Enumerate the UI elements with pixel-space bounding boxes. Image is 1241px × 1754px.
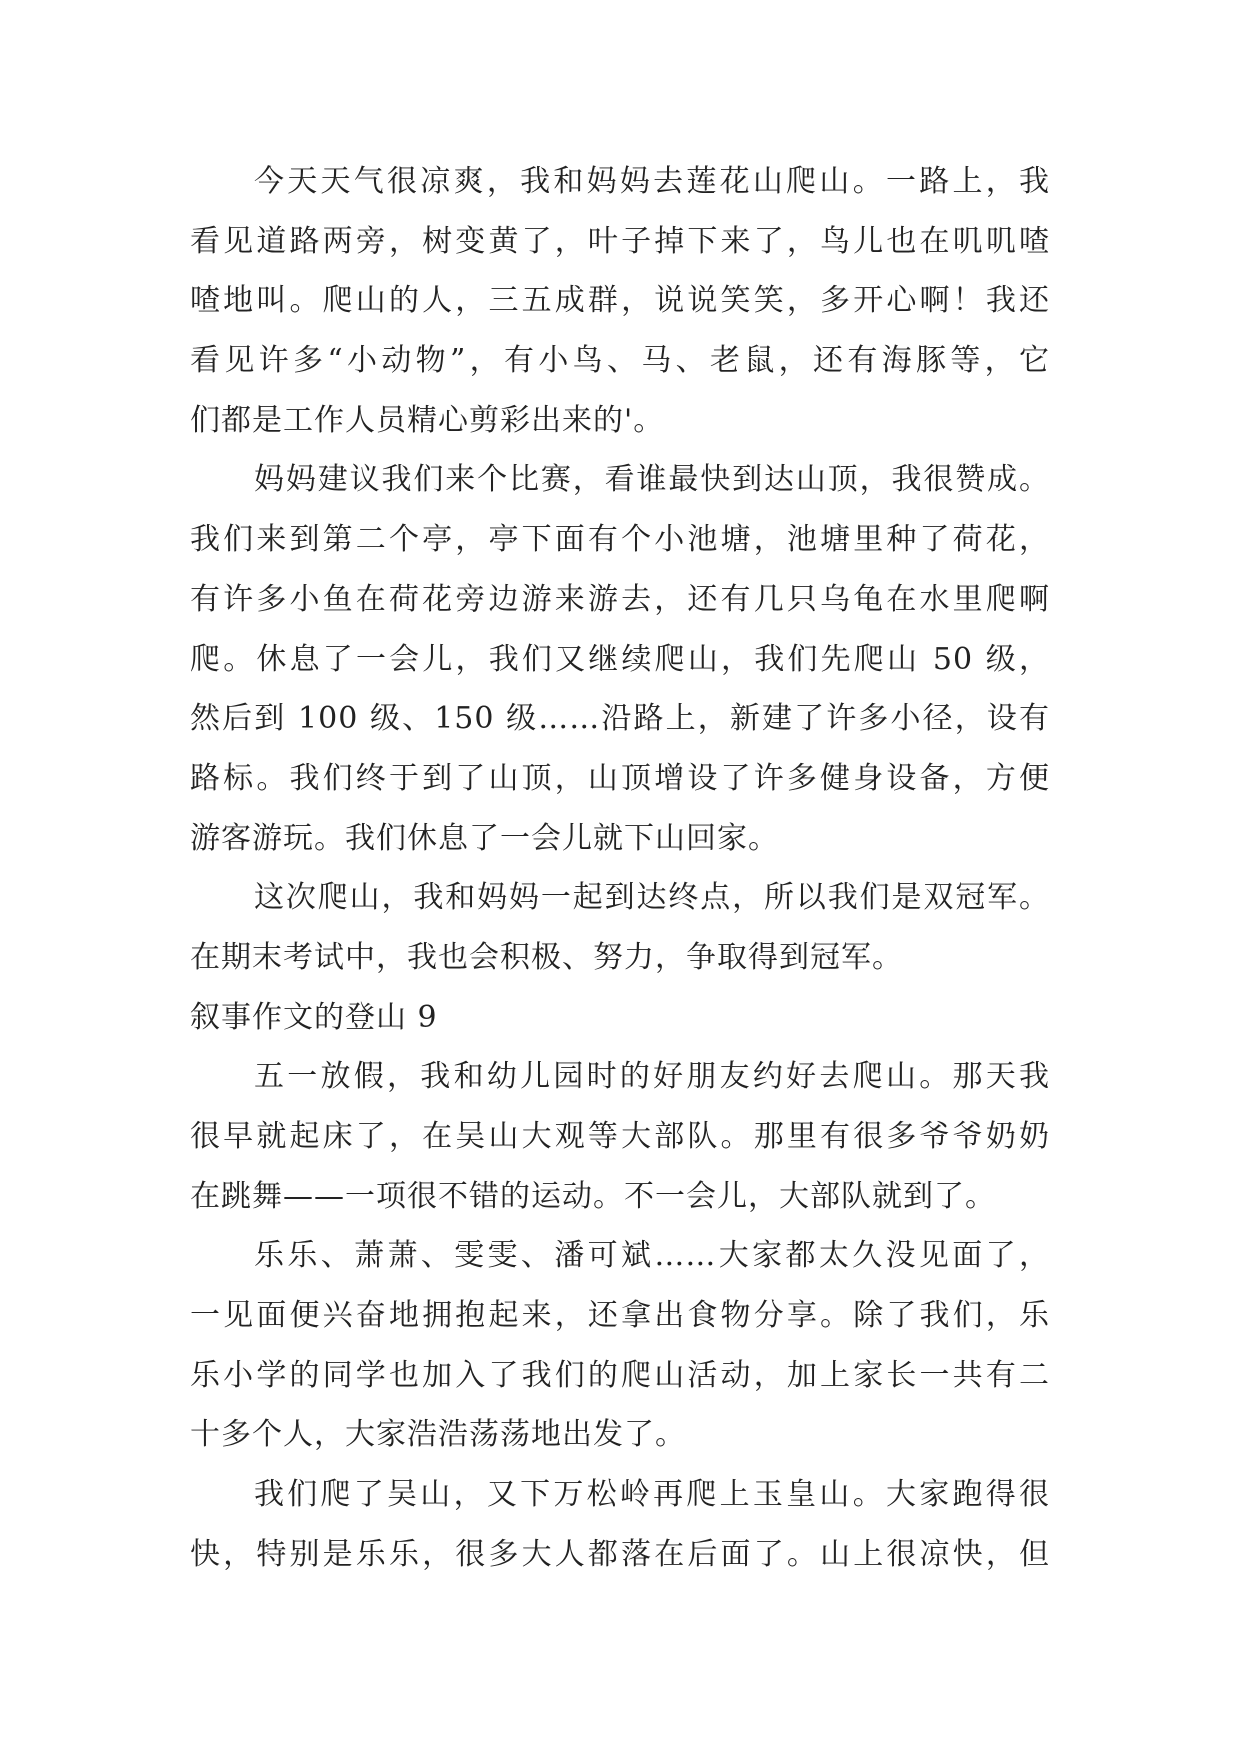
paragraph-line: 游客游玩。我们休息了一会儿就下山回家。 — [190, 820, 779, 856]
section-heading: 叙事作文的登山 9 — [190, 999, 438, 1035]
paragraph-line: 我们来到第二个亭，亭下面有个小池塘，池塘里种了荷花， — [190, 522, 1050, 558]
paragraph-line: 喳地叫。爬山的人，三五成群，说说笑笑，多开心啊！我还 — [190, 283, 1050, 319]
paragraph-line: 路标。我们终于到了山顶，山顶增设了许多健身设备，方便 — [190, 760, 1050, 796]
paragraph-line: 快，特别是乐乐，很多大人都落在后面了。山上很凉快，但 — [190, 1536, 1050, 1572]
paragraph-line: 十多个人，大家浩浩荡荡地出发了。 — [190, 1417, 686, 1453]
paragraph-line: 乐小学的同学也加入了我们的爬山活动，加上家长一共有二 — [190, 1357, 1050, 1393]
paragraph-line: 这次爬山，我和妈妈一起到达终点，所以我们是双冠军。 — [254, 880, 1050, 916]
paragraph-line: 然后到 100 级、150 级……沿路上，新建了许多小径，设有 — [190, 701, 1050, 737]
paragraph-line: 我们爬了吴山，又下万松岭再爬上玉皇山。大家跑得很 — [254, 1477, 1050, 1513]
paragraph-line: 一见面便兴奋地拥抱起来，还拿出食物分享。除了我们，乐 — [190, 1298, 1050, 1334]
paragraph-line: 今天天气很凉爽，我和妈妈去莲花山爬山。一路上，我 — [254, 164, 1050, 199]
paragraph-line: 很早就起床了，在吴山大观等大部队。那里有很多爷爷奶奶 — [190, 1119, 1050, 1154]
paragraph-line: 看见道路两旁，树变黄了，叶子掉下来了，鸟儿也在叽叽喳 — [190, 223, 1050, 259]
paragraph-line: 们都是工作人员精心剪彩出来的'。 — [190, 402, 665, 438]
paragraph-line: 爬。休息了一会儿，我们又继续爬山，我们先爬山 50 级， — [190, 641, 1050, 677]
paragraph-line: 有许多小鱼在荷花旁边游来游去，还有几只乌龟在水里爬啊 — [190, 581, 1050, 617]
paragraph-line: 五一放假，我和幼儿园时的好朋友约好去爬山。那天我 — [254, 1059, 1050, 1095]
paragraph-line: 乐乐、萧萧、雯雯、潘可斌……大家都太久没见面了， — [254, 1238, 1050, 1274]
paragraph-line: 妈妈建议我们来个比赛，看谁最快到达山顶，我很赞成。 — [254, 462, 1050, 498]
paragraph-line: 看见许多“小动物”，有小鸟、马、老鼠，还有海豚等，它 — [190, 343, 1050, 379]
paragraph-line: 在期末考试中，我也会积极、努力，争取得到冠军。 — [190, 939, 903, 975]
document-body — [190, 152, 1050, 1585]
paragraph-line: 在跳舞——一项很不错的运动。不一会儿，大部队就到了。 — [190, 1178, 996, 1214]
